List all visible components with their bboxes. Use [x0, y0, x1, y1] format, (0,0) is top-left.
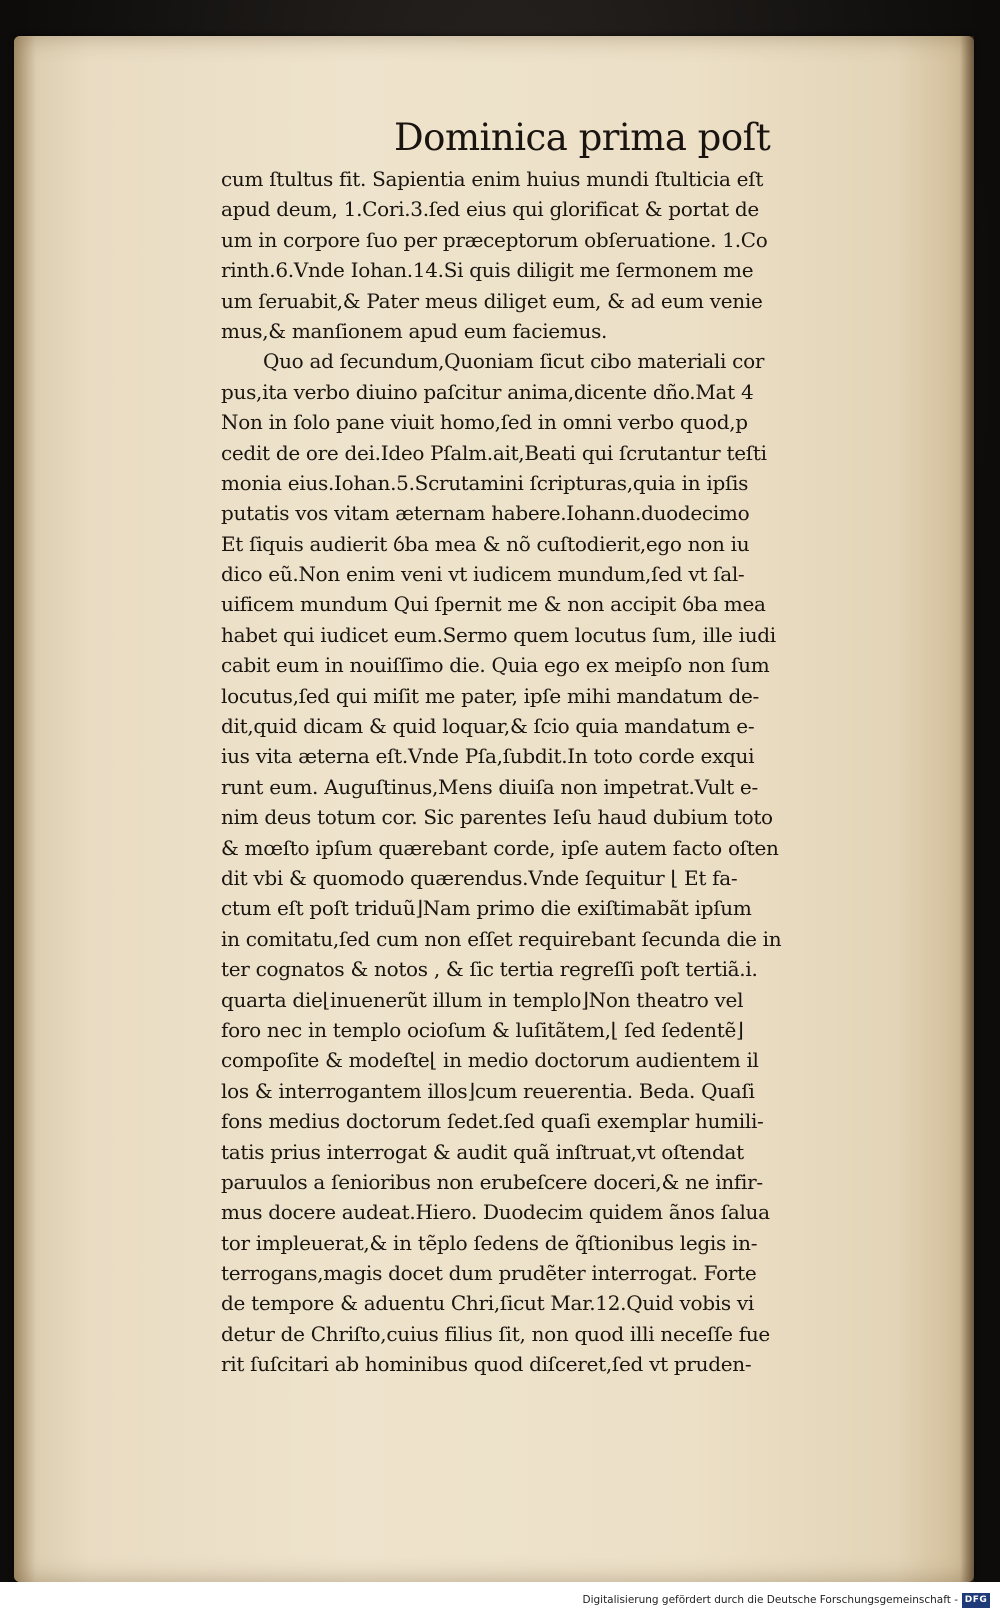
text-line: Et ſiquis audierit ỽba mea & nõ cuſtodierit,ego non iu — [221, 531, 750, 556]
text-line: & mœſto ipſum quærebant corde, ipſe autem facto oſten — [221, 835, 779, 860]
text-line: cedit de ore dei.Ideo Pſalm.ait,Beati qui ſcrutantur teſti — [221, 440, 767, 465]
body-text — [221, 164, 911, 1380]
text-line: locutus,ſed qui miſit me pater, ipſe mihi mandatum de- — [221, 683, 760, 708]
text-line: quarta die⌊inuenerũt illum in templo⌋Non theatro vel — [221, 987, 744, 1012]
text-line: dit vbi & quomodo quærendus.Vnde ſequitur ⌊ Et fa- — [221, 865, 738, 890]
running-head: Dominica prima poſt — [394, 116, 771, 159]
text-line: los & interrogantem illos⌋cum reuerentia. Beda. Quaſi — [221, 1078, 755, 1103]
book-page — [14, 36, 974, 1582]
text-line: de tempore & aduentu Chri,ſicut Mar.12.Quid vobis vi — [221, 1291, 754, 1316]
text-line: apud deum, 1.Cori.3.ſed eius qui glorificat & portat de — [221, 197, 759, 222]
text-line: Quo ad ſecundum,Quoniam ſicut cibo materiali cor — [263, 349, 765, 374]
text-line: tatis prius interrogat & audit quã inſtruat,vt oſtendat — [221, 1139, 744, 1164]
text-line: cum ſtultus fit. Sapientia enim huius mundi ſtulticia eſt — [221, 167, 764, 191]
text-line: dico eũ.Non enim veni vt iudicem mundum,ſed vt ſal- — [221, 562, 745, 587]
text-line: foro nec in templo ocioſum & luſitãtem,⌊ ſed ſedentẽ⌋ — [221, 1017, 744, 1042]
text-line: rit ſuſcitari ab hominibus quod diſceret,ſed vt pruden- — [221, 1352, 752, 1377]
text-line: pus,ita verbo diuino paſcitur anima,dicente dño.Mat 4 — [221, 379, 754, 404]
text-line: terrogans,magis docet dum prudẽter interrogat. Forte — [221, 1261, 757, 1286]
text-line: ctum eſt poſt triduũ⌋Nam primo die exiſtimabãt ipſum — [221, 896, 752, 921]
text-line: habet qui iudicet eum.Sermo quem locutus ſum, ille iudi — [221, 622, 776, 647]
text-line: compoſite & modeſte⌊ in medio doctorum audientem il — [221, 1048, 759, 1073]
text-line: ius vita æterna eſt.Vnde Pſa,ſubdit.In toto corde exqui — [221, 744, 755, 769]
text-line: mus,& manſionem apud eum faciemus. — [221, 318, 608, 343]
text-line: detur de Chriſto,cuius filius ſit, non quod illi neceſſe fue — [221, 1321, 770, 1346]
footer-strip — [0, 1582, 1000, 1615]
text-line: runt eum. Auguſtinus,Mens diuiſa non impetrat.Vult e- — [221, 774, 758, 799]
text-line: um ſeruabit,& Pater meus diliget eum, & ad eum venie — [221, 288, 763, 313]
text-line: in comitatu,ſed cum non eſſet requirebant ſecunda die in — [221, 926, 782, 951]
text-line: Non in ſolo pane viuit homo,ſed in omni verbo quod,p — [221, 410, 748, 435]
text-line: uificem mundum Qui ſpernit me & non accipit ỽba mea — [221, 592, 766, 617]
text-line: monia eius.Iohan.5.Scrutamini ſcripturas,quia in ipſis — [221, 470, 749, 495]
funding-credit: Digitalisierung gefördert durch die Deutsche Forschungsgemeinschaft - — [582, 1594, 958, 1606]
text-line: rinth.6.Vnde Iohan.14.Si quis diligit me ſermonem me — [221, 258, 754, 283]
text-line: paruulos a ſenioribus non erubeſcere doceri,& ne infir- — [221, 1169, 763, 1194]
dfg-logo: DFG — [962, 1593, 990, 1608]
text-line: um in corpore ſuo per præceptorum obſeruatione. 1.Co — [221, 227, 768, 252]
text-line: tor impleuerat,& in tẽplo ſedens de q̃ſtionibus legis in- — [221, 1230, 758, 1255]
text-line: dit,quid dicam & quid loquar,& ſcio quia mandatum e- — [221, 714, 755, 739]
text-line: nim deus totum cor. Sic parentes Ieſu haud dubium toto — [221, 805, 773, 830]
text-line: ter cognatos & notos , & ſic tertia regreſſi poſt tertiã.i. — [221, 957, 758, 982]
text-line: mus docere audeat.Hiero. Duodecim quidem ãnos ſalua — [221, 1200, 770, 1225]
text-line: cabit eum in nouiſſimo die. Quia ego ex meipſo non ſum — [221, 653, 770, 678]
text-line: putatis vos vitam æternam habere.Iohann.duodecimo — [221, 501, 750, 526]
text-line: fons medius doctorum ſedet.ſed quaſi exemplar humili- — [221, 1109, 764, 1134]
